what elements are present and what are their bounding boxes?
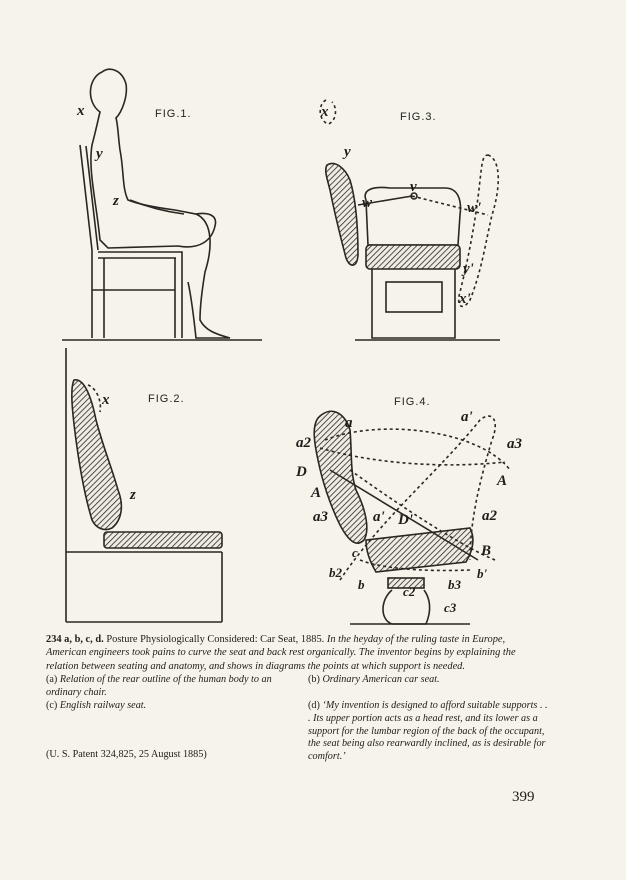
fig1-label-z: z: [113, 193, 119, 209]
fig2-title: FIG.2.: [148, 393, 185, 405]
fig3-title: FIG.3.: [400, 111, 437, 123]
fig3-label-x1: x': [459, 291, 471, 307]
caption-item-b: (b) Ordinary American car seat.: [308, 674, 440, 685]
fig4-label-D1: D': [398, 512, 413, 528]
fig4-label-a2-right: a2: [482, 508, 497, 524]
fig4-label-D-left: D: [296, 464, 307, 480]
fig2-drawing: [66, 348, 222, 622]
fig4-label-b3: b3: [448, 577, 461, 592]
fig4-label-c3: c3: [444, 600, 457, 615]
fig4-label-a3-top: a3: [507, 436, 522, 452]
fig4-label-a: a: [345, 415, 353, 431]
fig4-label-c2: c2: [403, 584, 416, 599]
caption-patent: (U. S. Patent 324,825, 25 August 1885): [46, 749, 207, 760]
fig4-label-a2-left: a2: [296, 435, 311, 451]
fig2-label-z: z: [130, 487, 136, 503]
fig2-label-x: x: [102, 392, 110, 408]
fig4-label-c: c: [352, 545, 358, 560]
fig1-label-x: x: [77, 103, 85, 119]
fig3-label-v: v: [410, 179, 417, 195]
fig4-label-b1: b': [477, 566, 488, 581]
fig4-label-a1-mid: a': [373, 509, 385, 525]
fig1-label-y: y: [96, 146, 103, 162]
fig4-label-a1-top: a': [461, 409, 473, 425]
fig3-label-y: y: [344, 144, 351, 160]
fig3-label-w1: w': [467, 200, 482, 216]
fig4-label-b: b: [358, 577, 365, 592]
fig4-label-a3-left: a3: [313, 509, 328, 525]
fig3-label-w: w: [362, 195, 373, 211]
fig1-title: FIG.1.: [155, 108, 192, 120]
fig4-label-b2: b2: [329, 565, 342, 580]
fig3-label-x: x: [321, 104, 329, 120]
caption-heading: Posture Physiologically Considered: Car Seat, 1885.: [106, 634, 325, 645]
caption-item-a: (a) Relation of the rear outline of the human body to an ordinary chair.: [46, 674, 272, 698]
fig4-label-B: B: [481, 543, 492, 559]
caption-item-c: (c) English railway seat.: [46, 700, 147, 711]
caption-item-d: (d) ‘My invention is designed to afford suitable supports . . . Its upper portion acts as a head rest, and its lower as a support for the lumbar region of the back of the occupant, the seat being also rearwardly inclined, as is desirable for comfort.’: [308, 700, 548, 763]
figure-caption: [46, 633, 546, 673]
fig3-drawing: [320, 100, 500, 340]
caption-text: In the heyday of the ruling taste in Europe, American engineers took pains to curve the seat and back rest organically. The inventor begins by explaining the relation between seating and anatomy, and shows in diagrams the points at which support is needed.: [46, 634, 516, 672]
page-number: 399: [512, 789, 535, 805]
fig4-label-A-right: A: [497, 473, 508, 489]
caption-number: 234 a, b, c, d.: [46, 634, 104, 645]
fig4-title: FIG.4.: [394, 396, 431, 408]
fig4-label-A-left: A: [311, 485, 322, 501]
fig3-label-y1: y': [463, 261, 474, 277]
